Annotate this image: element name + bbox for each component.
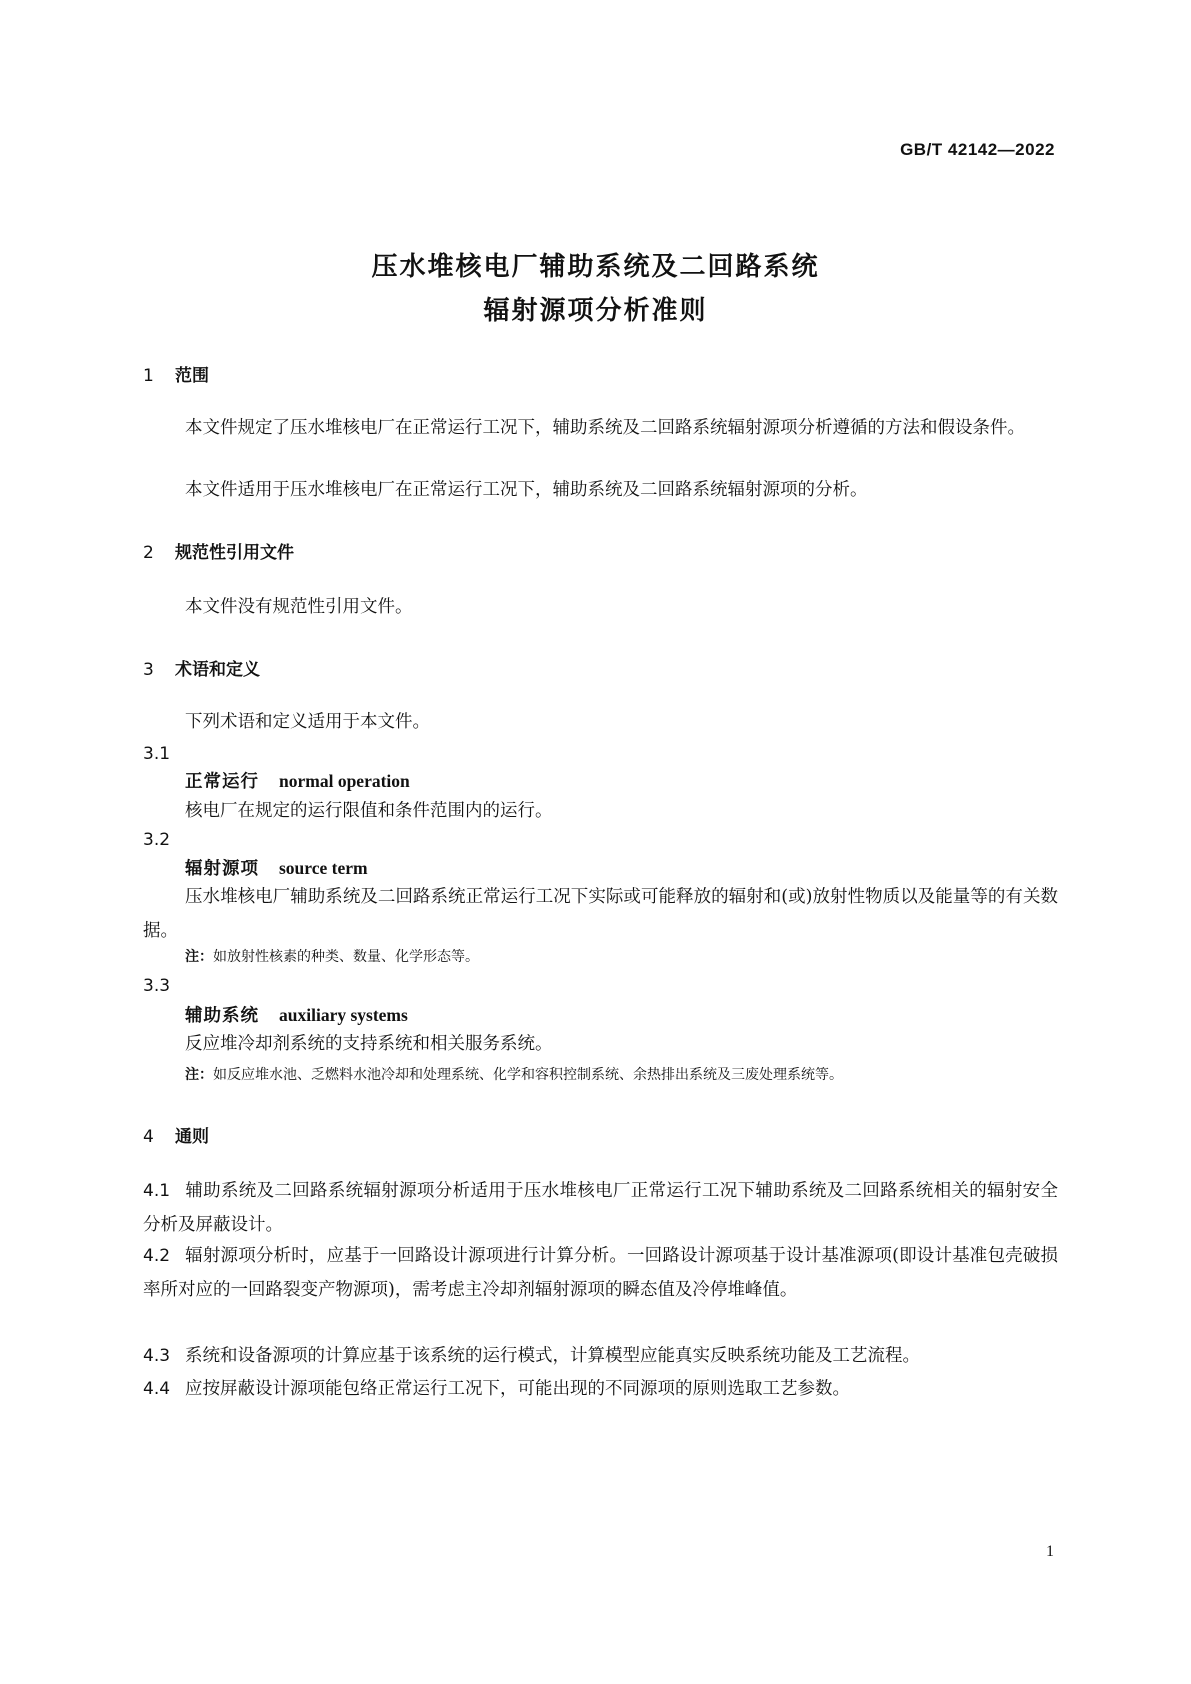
term-entry xyxy=(185,855,368,880)
clause-text: 辐射源项分析时，应基于一回路设计源项进行计算分析。一回路设计源项基于设计基准源项(即设计基准包壳破损率所对应的一回路裂变产物源项)，需考虑主冷却剂辐射源项的瞬态值及冷停堆峰值。 xyxy=(143,1246,1058,1300)
clause-4-2 xyxy=(143,1239,1058,1307)
note-text: 如放射性核素的种类、数量、化学形态等。 xyxy=(213,949,479,965)
term-note xyxy=(185,1064,843,1084)
paragraph: 本文件规定了压水堆核电厂在正常运行工况下，辅助系统及二回路系统辐射源项分析遵循的方法和假设条件。 xyxy=(185,418,1025,438)
term-chinese: 正常运行 xyxy=(185,772,259,792)
clause-text: 辅助系统及二回路系统辐射源项分析适用于压水堆核电厂正常运行工况下辅助系统及二回路系统相关的辐射安全分析及屏蔽设计。 xyxy=(143,1181,1058,1235)
section-heading-scope xyxy=(143,361,209,386)
section-heading-terms-and-definitions xyxy=(143,655,260,680)
section-number: 3 xyxy=(143,660,154,680)
note-label: 注： xyxy=(185,949,213,965)
section-heading-general-rules xyxy=(143,1122,209,1147)
term-definition: 反应堆冷却剂系统的支持系统和相关服务系统。 xyxy=(185,1034,553,1054)
term-note xyxy=(185,946,479,966)
clause-text: 应按屏蔽设计源项能包络正常运行工况下，可能出现的不同源项的原则选取工艺参数。 xyxy=(185,1379,850,1399)
term-number: 3.1 xyxy=(143,744,171,764)
term-definition: 压水堆核电厂辅助系统及二回路系统正常运行工况下实际或可能释放的辐射和(或)放射性物质以及能量等的有关数据。 xyxy=(143,887,1058,941)
section-title: 规范性引用文件 xyxy=(175,543,294,563)
clause-number: 4.4 xyxy=(143,1379,171,1399)
term-number: 3.2 xyxy=(143,830,171,850)
section-title: 范围 xyxy=(175,366,209,386)
clause-4-3 xyxy=(143,1339,1058,1373)
clause-text: 系统和设备源项的计算应基于该系统的运行模式，计算模型应能真实反映系统功能及工艺流程。 xyxy=(185,1346,920,1366)
section-title: 术语和定义 xyxy=(175,660,260,680)
document-title-line-1: 压水堆核电厂辅助系统及二回路系统 xyxy=(371,252,820,282)
clause-number: 4.3 xyxy=(143,1346,171,1366)
section-title: 通则 xyxy=(175,1127,209,1147)
section-number: 4 xyxy=(143,1127,154,1147)
standard-number: GB/T 42142—2022 xyxy=(900,140,1055,159)
term-number: 3.3 xyxy=(143,976,171,996)
clause-4-1 xyxy=(143,1174,1058,1242)
term-chinese: 辅助系统 xyxy=(185,1006,259,1026)
note-text: 如反应堆水池、乏燃料水池冷却和处理系统、化学和容积控制系统、余热排出系统及三废处理系统等。 xyxy=(213,1067,843,1083)
paragraph: 本文件适用于压水堆核电厂在正常运行工况下，辅助系统及二回路系统辐射源项的分析。 xyxy=(185,480,868,500)
section-number: 1 xyxy=(143,366,154,386)
term-entry xyxy=(185,768,410,793)
clause-4-4 xyxy=(143,1372,1058,1406)
term-english: auxiliary systems xyxy=(279,1005,408,1025)
section-heading-normative-references xyxy=(143,538,294,563)
term-entry xyxy=(185,1002,408,1027)
term-english: normal operation xyxy=(279,771,410,791)
paragraph: 本文件没有规范性引用文件。 xyxy=(185,597,413,617)
document-title-line-2: 辐射源项分析准则 xyxy=(483,296,708,326)
clause-number: 4.2 xyxy=(143,1246,171,1266)
clause-number: 4.1 xyxy=(143,1181,171,1201)
term-chinese: 辐射源项 xyxy=(185,859,259,879)
term-english: source term xyxy=(279,858,368,878)
term-definition: 核电厂在规定的运行限值和条件范围内的运行。 xyxy=(185,801,553,821)
paragraph: 下列术语和定义适用于本文件。 xyxy=(185,712,430,732)
page-number: 1 xyxy=(1046,1543,1054,1560)
section-number: 2 xyxy=(143,543,154,563)
note-label: 注： xyxy=(185,1067,213,1083)
